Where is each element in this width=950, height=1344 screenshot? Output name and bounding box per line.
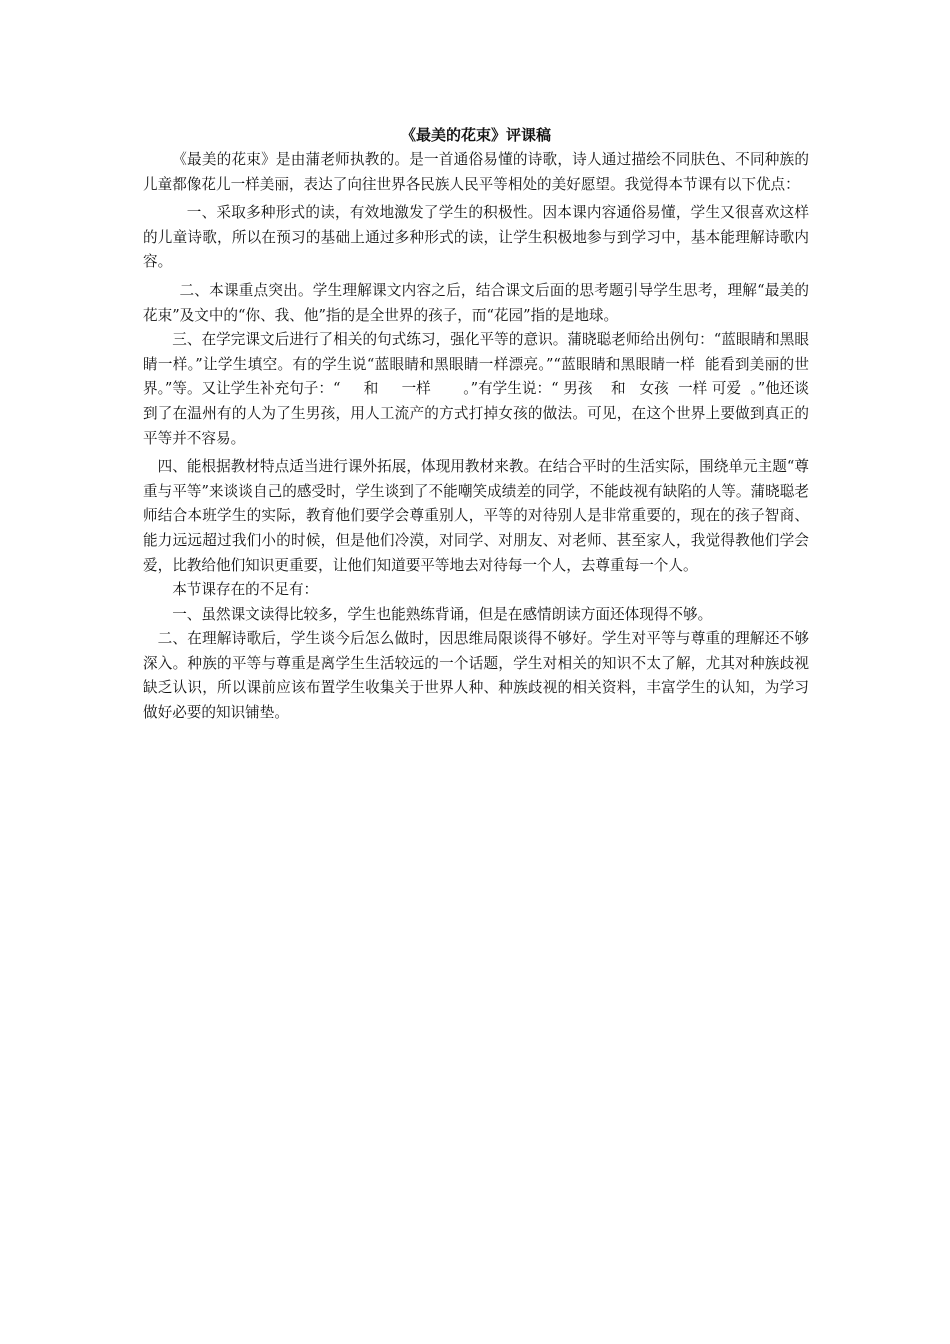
shortcoming-paragraph-2: 二、在理解诗歌后，学生谈今后怎么做时，因思维局限谈得不够好。学生对平等与尊重的理解还不够深入。种族的平等与尊重是离学生生活较远的一个话题，学生对相关的知识不太了解，尤其对种族歧视缺乏认识，所以课前应该布置学生收集关于世界人种、种族歧视的相关资料，丰富学生的认知，为学习做好必要的知识铺垫。 [143, 630, 809, 722]
document-title: 《最美的花束》评课稿 [400, 126, 551, 144]
merit-paragraph-4: 四、能根据教材特点适当进行课外拓展，体现用教材来教。在结合平时的生活实际，围绕单元主题“尊重与平等”来谈谈自己的感受时，学生谈到了不能嘲笑成绩差的同学，不能歧视有缺陷的人等。蒲晓聪老师结合本班学生的实际，教育他们要学会尊重别人，平等的对待别人是非常重要的，现在的孩子智商、能力远远超过我们小的时候，但是他们冷漠，对同学、对朋友、对老师、甚至家人，我觉得教他们学会爱，比教给他们知识更重要，让他们知道要平等地去对待每一个人，去尊重每一个人。 [143, 458, 809, 574]
shortcomings-heading: 本节课存在的不足有： [172, 581, 319, 599]
merit-paragraph-1: 一、采取多种形式的读，有效地激发了学生的积极性。因本课内容通俗易懂，学生又很喜欢这样的儿童诗歌，所以在预习的基础上通过多种形式的读，让学生积极地参与到学习中，基本能理解诗歌内容。 [143, 204, 809, 271]
document-page [143, 124, 809, 726]
shortcoming-paragraph-1: 一、虽然课文读得比较多，学生也能熟练背诵，但是在感情朗读方面还体现得不够。 [172, 605, 713, 623]
merit-paragraph-2: 二、本课重点突出。学生理解课文内容之后，结合课文后面的思考题引导学生思考，理解“最美的花束”及文中的“你、我、他”指的是全世界的孩子，而“花园”指的是地球。 [143, 281, 809, 324]
merit-paragraph-3: 三、在学完课文后进行了相关的句式练习，强化平等的意识。蒲晓聪老师给出例句：“蓝眼睛和黑眼睛一样。”让学生填空。有的学生说“蓝眼睛和黑眼睛一样漂亮。”“蓝眼睛和黑眼睛一样 能看到美丽的世界。”等。又让学生补充句子：“ 和 一样 。”有学生说：“ 男孩 和 女孩 一样 可爱 。”他还谈到了在温州有的人为了生男孩，用人工流产的方式打掉女孩的做法。可见，在这个世界上要做到真正的平等并不容易。 [143, 331, 809, 447]
intro-paragraph: 《最美的花束》是由蒲老师执教的。是一首通俗易懂的诗歌，诗人通过描绘不同肤色、不同种族的儿童都像花儿一样美丽，表达了向往世界各民族人民平等相处的美好愿望。我觉得本节课有以下优点： [143, 151, 809, 193]
